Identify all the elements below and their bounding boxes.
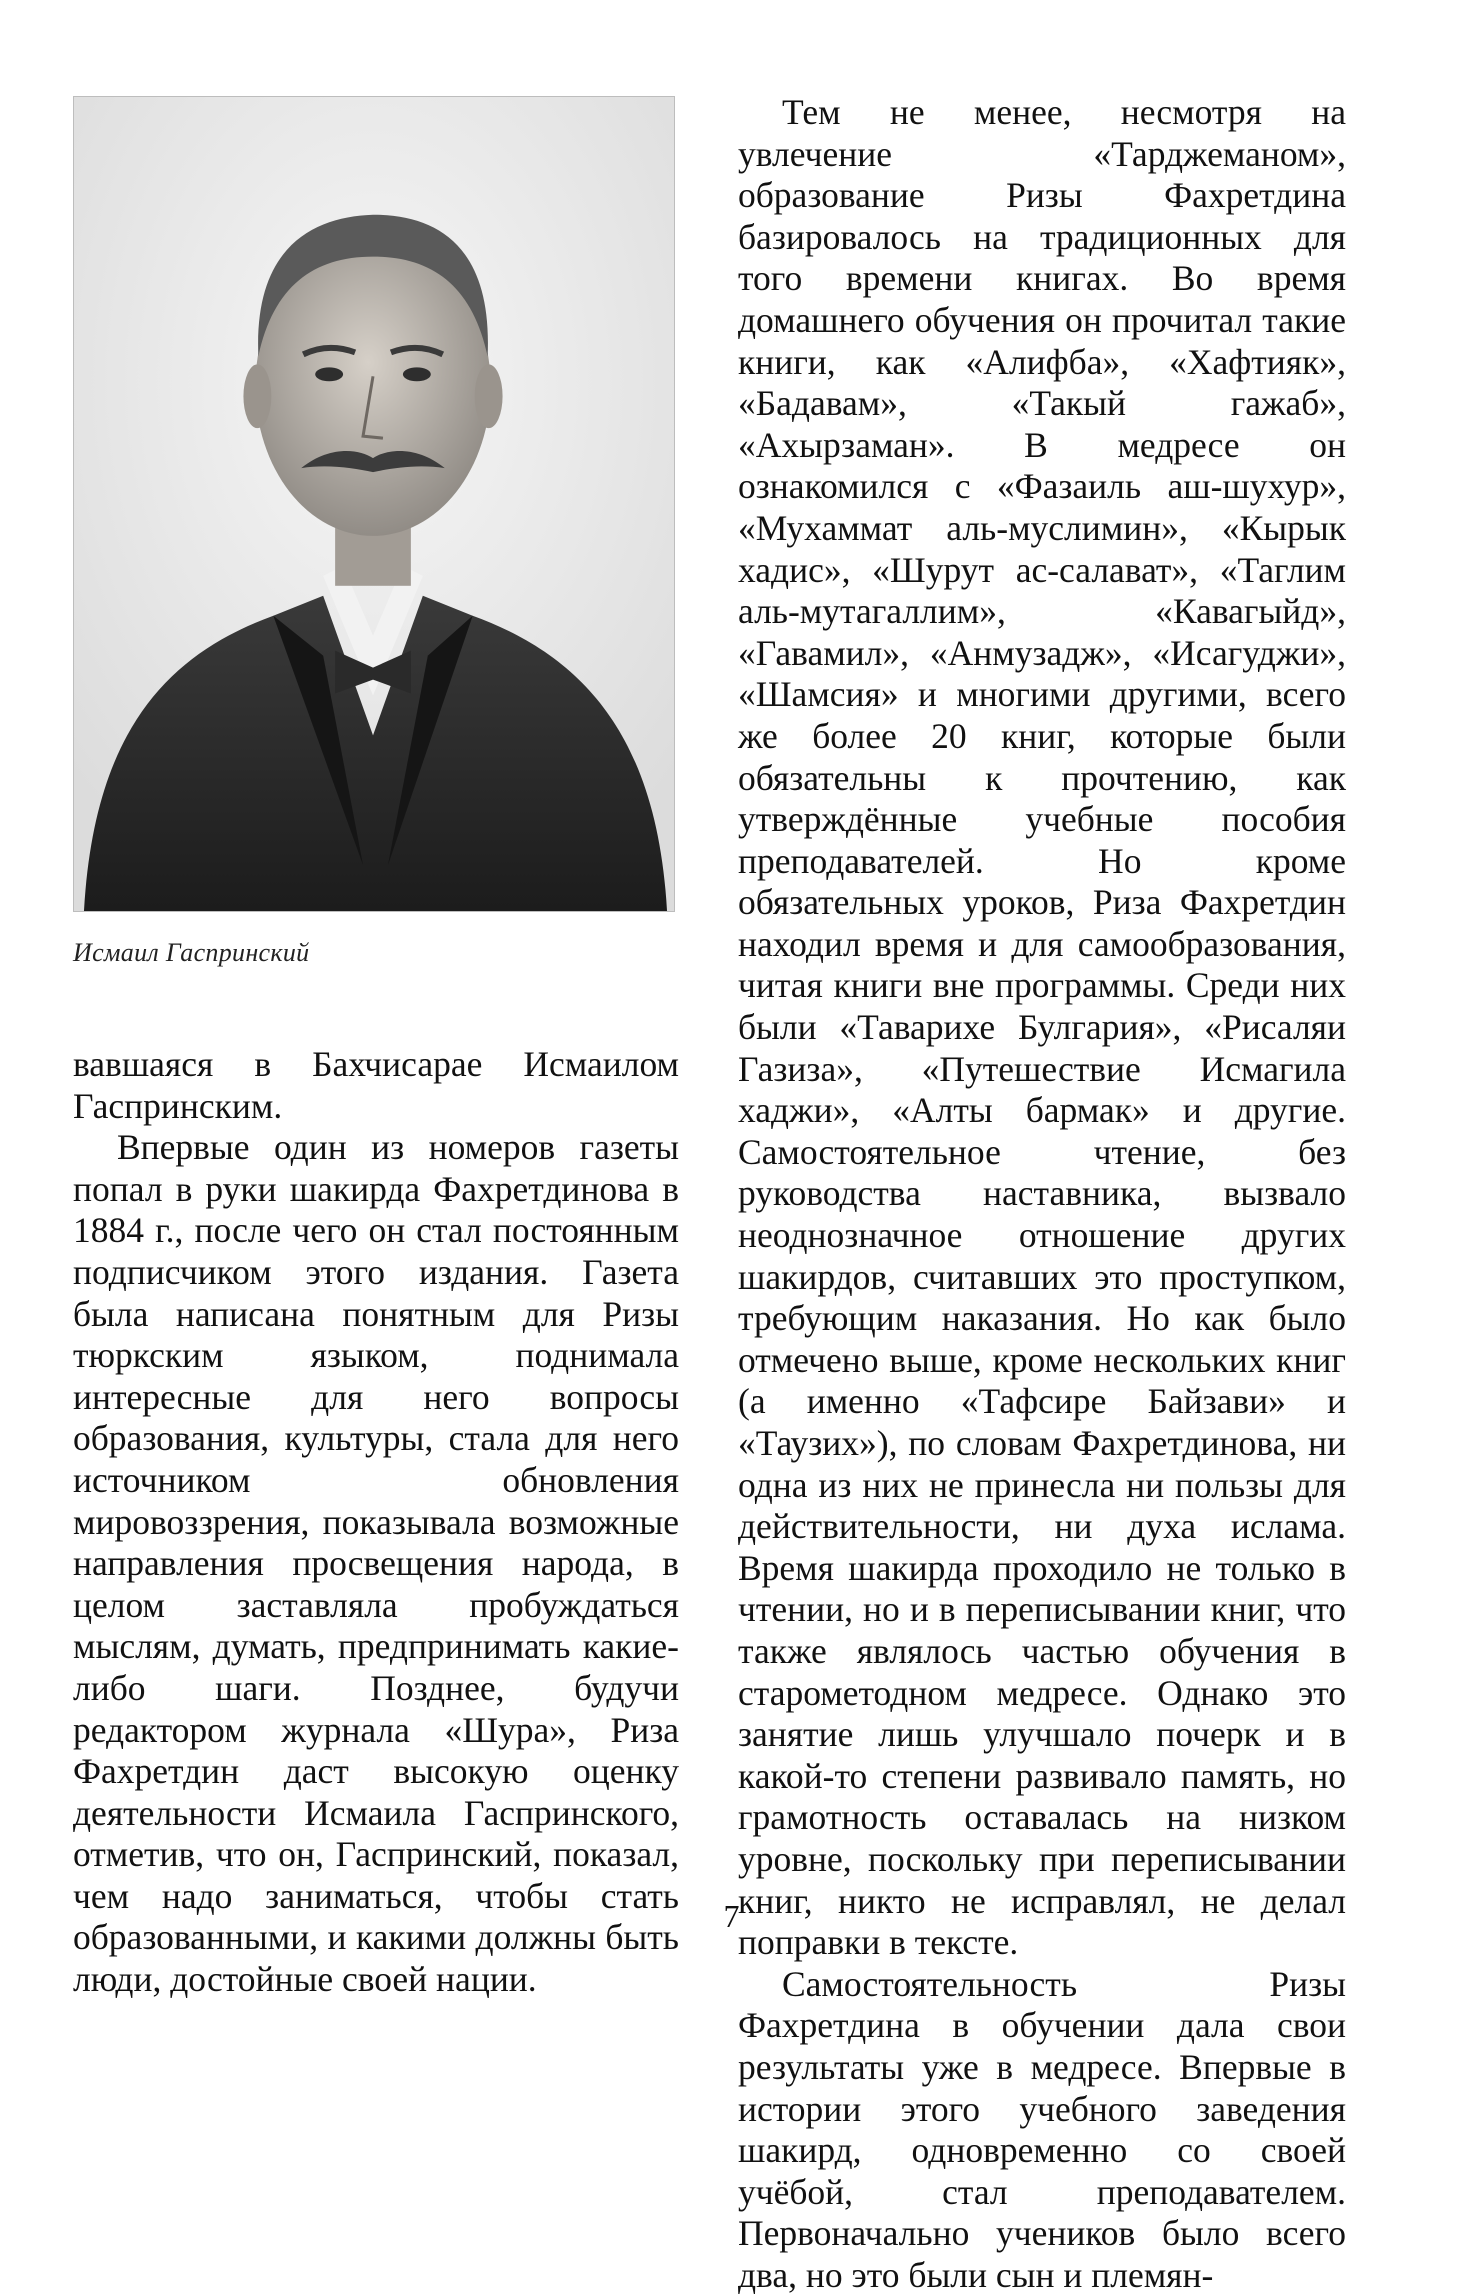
photo-caption: Исмаил Гаспринский — [73, 938, 310, 967]
right-paragraph-1: Тем не менее, несмотря на увлечение «Тарджеманом», образование Ризы Фахретдина базировалось на традиционных для того времени книгах. Во время домашнего обучения он прочитал такие книги, как «Алифба», «Хафтияк», «Бадавам», «Такый гажаб», «Ахырзаман». В медресе он ознакомился с «Фазаиль аш-шухур», «Мухаммат аль-муслимин», «Кырык хадис», «Шурут ас-салават», «Таглим аль-мутагаллим», «Кавагыйд», «Гавамил», «Анмузадж», «Исагуджи», «Шамсия» и многими другими, всего же более 20 книг, которые были обязательны к прочтению, как утверждённые учебные пособия преподавателей. Но кроме обязательных уроков, Риза Фахретдин находил время и для самообразования, читая книги вне программы. Среди них были «Таварихе Булгария», «Рисаляи Газиза», «Путешествие Исмагила хаджи», «Алты бармак» и другие. Самостоятельное чтение, без руководства наставника, вызвало неоднозначное отношение других шакирдов, считавших это проступком, требующим наказания. Но как было отмечено выше, кроме нескольких книг (а именно «Тафсире Байзави» и «Таузих»), по словам Фахретдинова, ни одна из них не принесла ни пользы для действительности, ни духа ислама. Время шакирда проходило не только в чтении, но и в переписывании книг, что также являлось частью обучения в старометодном медресе. Однако это занятие лишь улучшало почерк и в какой-то степени развивало память, но грамотность оставалась на низком уровне, поскольку при переписывании книг, никто не исправлял, не делал поправки в тексте. — [738, 92, 1346, 1963]
right-ear — [475, 364, 503, 428]
right-eye — [403, 367, 431, 381]
right-text-column — [738, 92, 1346, 2296]
left-ear — [243, 364, 271, 428]
page-number: 7 — [723, 1898, 740, 1934]
right-paragraph-2: Самостоятельность Ризы Фахретдина в обучении дала свои результаты уже в медресе. Впервые в истории этого учебного заведения шакирд, одновременно со своей учёбой, стал преподавателем. Первоначально учеников было всего два, но это были сын и племян- — [738, 1963, 1346, 2295]
left-text-column — [73, 1044, 679, 2001]
portrait-illustration — [74, 97, 674, 911]
left-paragraph-1: вавшаяся в Бахчисарае Исмаилом Гаспринским. — [73, 1044, 679, 1126]
left-paragraph-2: Впервые один из номеров газеты попал в руки шакирда Фахретдинова в 1884 г., после чего он стал постоянным подписчиком этого издания. Газета была написана понятным для Ризы тюркским языком, поднимала интересные для него вопросы образования, культуры, стала для него источником обновления мировоззрения, показывала возможные направления просвещения народа, в целом заставляла пробуждаться мыслям, думать, предпринимать какие-либо шаги. Позднее, будучи редактором журнала «Шура», Риза Фахретдин даст высокую оценку деятельности Исмаила Гаспринского, отметив, что он, Гаспринский, показал, чем надо заниматься, чтобы стать образованными, и какими должны быть люди, достойные своей нации. — [73, 1127, 679, 2000]
left-eye — [315, 367, 343, 381]
portrait-photo — [73, 96, 675, 912]
